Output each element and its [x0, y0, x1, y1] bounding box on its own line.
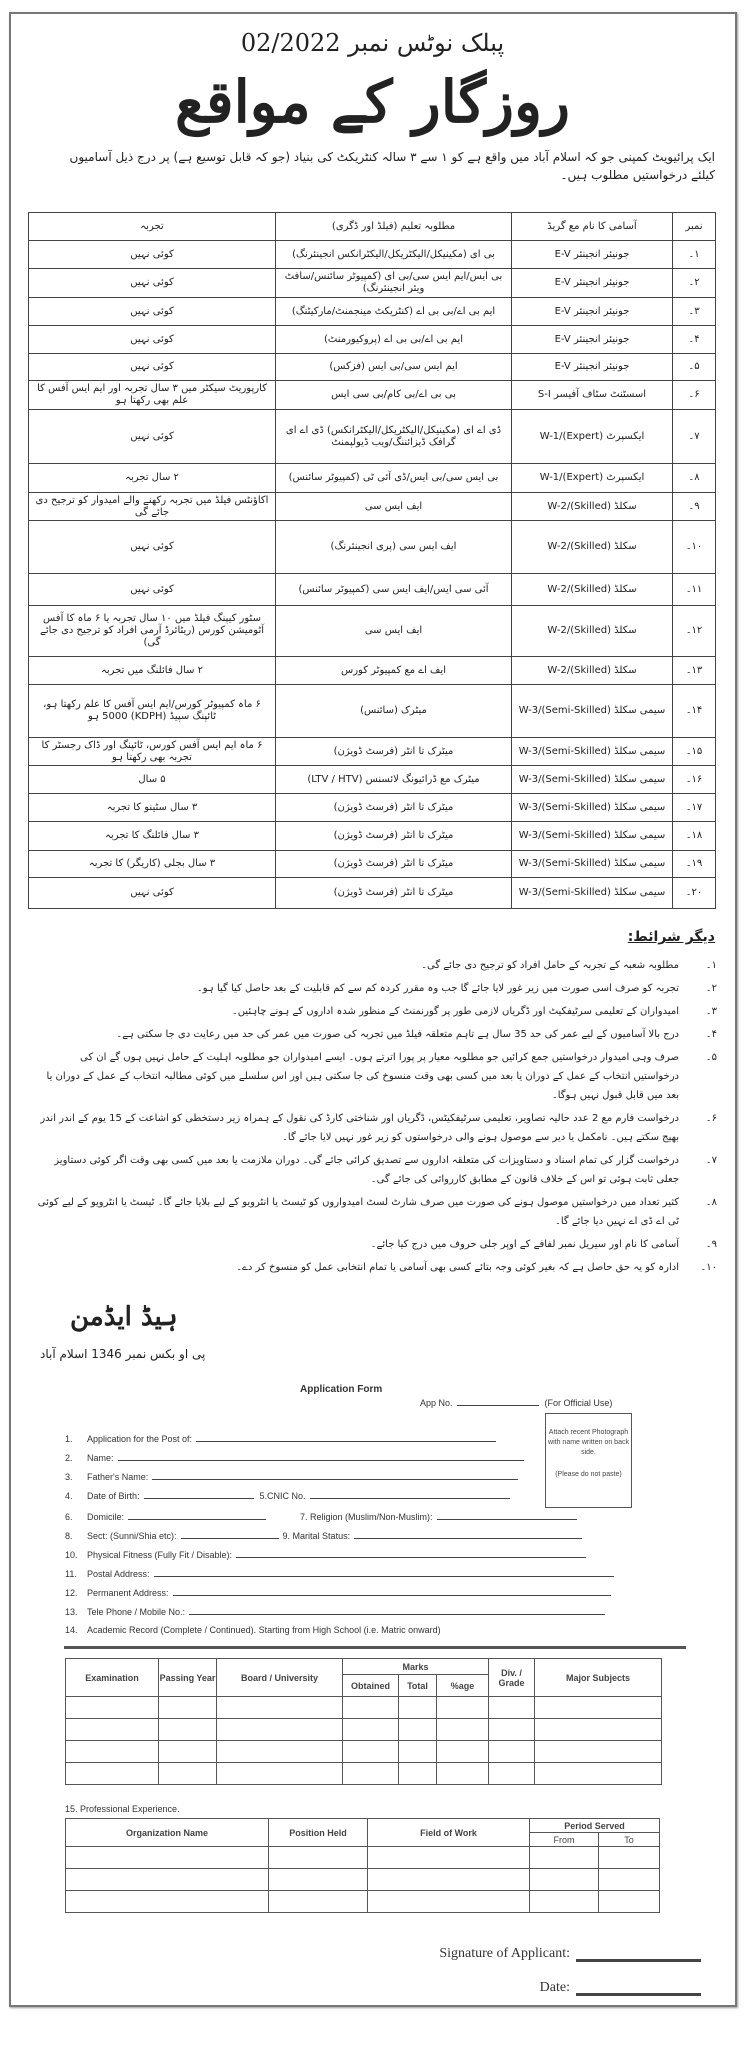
post-name: سیمی سکلڈ W-3/(Semi-Skilled): [512, 878, 673, 909]
required-experience: ۶ ماہ کمپیوٹر کورس/ایم ایس آفس کا علم رکھتا ہو، ٹائپنگ سپیڈ (KDPH) 5000 ہو: [29, 685, 276, 738]
required-education: بی بی اے/بی کام/بی سی ایس: [276, 381, 512, 410]
post-name: سکلڈ W-2/(Skilled): [512, 574, 673, 606]
field-name: 2. Name:: [65, 1453, 524, 1463]
field-sect-marital: 8. Sect: (Sunni/Shia etc): 9. Marital Status:: [65, 1531, 582, 1541]
table-row: [29, 269, 716, 298]
input-cell[interactable]: [343, 1741, 399, 1763]
input-cell[interactable]: [217, 1719, 343, 1741]
required-education: ایم ایس سی/بی ایس (فزکس): [276, 354, 512, 381]
intro-text-line1: ایک پرائیویٹ کمپنی جو کہ اسلام آباد میں واقع ہے کو ۱ سے ۳ سالہ کنٹریکٹ کی بنیاد (جو کہ قابل توسیع ہے) پر درج ذیل آسامیوں: [69, 150, 715, 164]
row-number: ۱۳۔: [673, 657, 716, 685]
input-cell[interactable]: [399, 1741, 437, 1763]
vacancies-table: [28, 212, 716, 909]
required-education: بی ایس/ایم ایس سی/بی ای (کمپیوٹر سائنس/سافٹ ویئر انجینئرنگ): [276, 269, 512, 298]
header-education: مطلوبہ تعلیم (فیلڈ اور ڈگری): [276, 213, 512, 241]
required-experience: ۳ سال بجلی (کاریگر) کا تجربہ: [29, 851, 276, 878]
signature-field[interactable]: [576, 1959, 701, 1962]
conditions-list: [37, 956, 717, 1281]
condition-text: درخواست گزار کی تمام اسناد و دستاویزات کی متعلقہ اداروں سے تصدیق کرائی جائے گی۔ دوران ملازمت یا بعد میں کسی بھی وقت اگر کوئی دستاویز جعلی ثابت ہوئی تو اس کے خلاف قانون کے مطابق کارروائی کی جائے گی۔: [54, 1155, 679, 1185]
cnic-input[interactable]: [310, 1498, 510, 1499]
input-cell[interactable]: [343, 1719, 399, 1741]
required-education: بی ایس سی/بی ایس/ڈی آئی ٹی (کمپیوٹر سائنس): [276, 464, 512, 493]
input-cell[interactable]: [535, 1697, 662, 1719]
condition-item: [37, 979, 717, 998]
religion-input[interactable]: [437, 1519, 577, 1520]
required-experience: اکاؤنٹس فیلڈ میں تجربہ رکھنے والے امیدوار کو ترجیح دی جائے گی: [29, 493, 276, 521]
row-number: ۱۰۔: [673, 521, 716, 574]
post-name: سکلڈ W-2/(Skilled): [512, 493, 673, 521]
input-cell[interactable]: [159, 1741, 217, 1763]
domicile-input[interactable]: [128, 1519, 266, 1520]
header-post: آسامی کا نام مع گریڈ: [512, 213, 673, 241]
input-cell[interactable]: [535, 1741, 662, 1763]
photo-box: [545, 1413, 632, 1508]
condition-text: تجربہ کو صرف اسی صورت میں زیر غور لایا جائے گا جب وہ مقرر کردہ کم سے کم قابلیت کے بعد حاصل کیا گیا ہو۔: [196, 983, 679, 994]
row-number: ۳۔: [673, 298, 716, 326]
table-row: [29, 521, 716, 574]
condition-text: کثیر تعداد میں درخواستیں موصول ہونے کی صورت میں صرف شارٹ لسٹ امیدواروں کو ٹیسٹ یا انٹرویو کے لیے بلایا جائے گا۔ ٹیسٹ یا انٹرویو کے لیے کوئی ٹی اے ڈی اے نہیں دیا جائے گا۔: [37, 1197, 679, 1227]
col-total: Total: [399, 1675, 437, 1697]
condition-text: درج بالا آسامیوں کے لیے عمر کی حد 35 سال ہے تاہم متعلقہ فیلڈ میں تجربہ کی صورت میں عمر کی حد میں رعایت دی جا سکتی ہے۔: [116, 1029, 679, 1040]
input-cell[interactable]: [368, 1891, 530, 1913]
required-experience: کوئی نہیں: [29, 326, 276, 354]
required-experience: کوئی نہیں: [29, 521, 276, 574]
condition-item: [37, 1025, 717, 1044]
table-row: [29, 464, 716, 493]
row-number: ۵۔: [673, 354, 716, 381]
field-father-name: 3. Father's Name:: [65, 1472, 518, 1482]
row-number: ۱۶۔: [673, 766, 716, 794]
header-experience: تجربہ: [29, 213, 276, 241]
field-postal-address: 11. Postal Address:: [65, 1569, 614, 1579]
field-permanent-address: 12. Permanent Address:: [65, 1588, 611, 1598]
permanent-address-input[interactable]: [173, 1595, 611, 1596]
input-cell[interactable]: [437, 1741, 489, 1763]
input-cell[interactable]: [530, 1891, 599, 1913]
empty-row: [66, 1763, 662, 1785]
condition-number: ۳۔: [705, 1006, 717, 1017]
field-dob-cnic: 4. Date of Birth: 5.CNIC No.: [65, 1491, 510, 1501]
condition-text: امیدواران کے تعلیمی سرٹیفکیٹ اور ڈگریاں لازمی طور پر گورنمنٹ کے منظور شدہ اداروں کے ہونے چاہئیں۔: [231, 1006, 679, 1017]
row-number: ۱۔: [673, 241, 716, 269]
condition-number: ۱۔: [705, 960, 717, 971]
condition-text: ادارہ کو یہ حق حاصل ہے کہ بغیر کوئی وجہ بتائے کسی بھی آسامی یا تمام انتخابی عمل کو منسوخ کر دے۔: [236, 1262, 679, 1273]
input-cell[interactable]: [217, 1763, 343, 1785]
required-experience: کوئی نہیں: [29, 241, 276, 269]
signatory-title: ہیڈ ایڈمن: [70, 1302, 178, 1332]
divider: [64, 1646, 686, 1649]
name-input[interactable]: [118, 1460, 524, 1461]
input-cell[interactable]: [399, 1763, 437, 1785]
input-cell[interactable]: [217, 1697, 343, 1719]
experience-table: [65, 1818, 660, 1913]
empty-row: [66, 1869, 660, 1891]
required-education: میٹرک (سائنس): [276, 685, 512, 738]
col-organization: Organization Name: [66, 1819, 269, 1847]
post-name: ایکسپرٹ W-1/(Expert): [512, 410, 673, 464]
input-cell[interactable]: [66, 1763, 159, 1785]
condition-item: [37, 1109, 717, 1147]
required-education: ایم بی اے/بی بی اے (پروکیورمنٹ): [276, 326, 512, 354]
field-physical-fitness: 10. Physical Fitness (Fully Fit / Disable):: [65, 1550, 586, 1560]
table-row: [29, 878, 716, 909]
condition-item: [37, 1048, 717, 1105]
post-name: جونیئر انجینئر E-V: [512, 241, 673, 269]
row-number: ۴۔: [673, 326, 716, 354]
required-experience: ۲ سال تجربہ: [29, 464, 276, 493]
table-header-row: [29, 213, 716, 241]
other-conditions-title: دیگر شرائط:: [627, 929, 715, 945]
phone-input[interactable]: [189, 1614, 605, 1615]
required-education: ایف ایس سی: [276, 493, 512, 521]
official-use-note: (For Official Use): [544, 1398, 613, 1408]
post-name: اسسٹنٹ سٹاف آفیسر S-I: [512, 381, 673, 410]
input-cell[interactable]: [599, 1847, 660, 1869]
required-education: ایف ایس سی (پری انجینئرنگ): [276, 521, 512, 574]
condition-number: ۶۔: [705, 1113, 717, 1124]
table-row: [29, 685, 716, 738]
required-experience: کارپوریٹ سیکٹر میں ۳ سال تجربہ اور ایم ایس آفس کا علم بھی رکھتا ہو: [29, 381, 276, 410]
post-name: سیمی سکلڈ W-3/(Semi-Skilled): [512, 738, 673, 766]
input-cell[interactable]: [599, 1869, 660, 1891]
required-education: میٹرک تا انٹر (فرسٹ ڈویژن): [276, 794, 512, 822]
input-cell[interactable]: [66, 1869, 269, 1891]
required-education: میٹرک تا انٹر (فرسٹ ڈویژن): [276, 738, 512, 766]
application-form-title: Application Form: [300, 1384, 383, 1395]
col-obtained: Obtained: [343, 1675, 399, 1697]
public-notice-number: پبلک نوٹس نمبر 02/2022: [240, 29, 505, 57]
input-cell[interactable]: [159, 1763, 217, 1785]
condition-number: ۷۔: [705, 1155, 717, 1166]
input-cell[interactable]: [599, 1891, 660, 1913]
table-row: [29, 794, 716, 822]
post-input[interactable]: [196, 1441, 496, 1442]
table-row: [29, 738, 716, 766]
col-position: Position Held: [269, 1819, 368, 1847]
condition-item: [37, 1193, 717, 1231]
condition-item: [37, 956, 717, 975]
condition-number: ۸۔: [705, 1197, 717, 1208]
required-education: ایف ایس سی: [276, 606, 512, 657]
required-experience: کوئی نہیں: [29, 574, 276, 606]
required-experience: ۵ سال: [29, 766, 276, 794]
required-experience: سٹور کیپنگ فیلڈ میں ۱۰ سال تجربہ یا ۶ ماہ کا آفس آٹومیشن کورس (ریٹائرڈ آرمی افراد کو ترجیح دی جائے گی): [29, 606, 276, 657]
col-period: Period Served: [530, 1819, 660, 1833]
required-experience: کوئی نہیں: [29, 269, 276, 298]
table-row: [29, 657, 716, 685]
post-name: ایکسپرٹ W-1/(Expert): [512, 464, 673, 493]
table-row: [29, 241, 716, 269]
input-cell[interactable]: [535, 1763, 662, 1785]
field-domicile-religion: 6. Domicile: 7. Religion (Muslim/Non-Muslim):: [65, 1512, 577, 1522]
condition-number: ۹۔: [705, 1239, 717, 1250]
post-name: سکلڈ W-2/(Skilled): [512, 521, 673, 574]
condition-number: ۴۔: [705, 1029, 717, 1040]
empty-row: [66, 1697, 662, 1719]
input-cell[interactable]: [66, 1719, 159, 1741]
post-name: سیمی سکلڈ W-3/(Semi-Skilled): [512, 685, 673, 738]
input-cell[interactable]: [368, 1869, 530, 1891]
input-cell[interactable]: [217, 1741, 343, 1763]
post-name: سیمی سکلڈ W-3/(Semi-Skilled): [512, 822, 673, 851]
table-row: [29, 851, 716, 878]
table-row: [29, 606, 716, 657]
dob-input[interactable]: [144, 1498, 254, 1499]
input-cell[interactable]: [530, 1847, 599, 1869]
signature-label: Signature of Applicant:: [439, 1946, 570, 1961]
table-row: [29, 822, 716, 851]
col-examination: Examination: [66, 1659, 159, 1697]
input-cell[interactable]: [437, 1719, 489, 1741]
empty-row: [66, 1891, 660, 1913]
required-education: میٹرک تا انٹر (فرسٹ ڈویژن): [276, 851, 512, 878]
input-cell[interactable]: [269, 1847, 368, 1869]
app-no-label: App No.: [420, 1398, 453, 1408]
app-no-field[interactable]: [457, 1405, 539, 1406]
intro-text-line2: کیلئے درخواستیں مطلوب ہیں۔: [560, 168, 715, 182]
required-experience: کوئی نہیں: [29, 354, 276, 381]
required-experience: ۳ سال سٹینو کا تجربہ: [29, 794, 276, 822]
input-cell[interactable]: [66, 1741, 159, 1763]
post-name: سکلڈ W-2/(Skilled): [512, 657, 673, 685]
col-from: From: [530, 1833, 599, 1847]
date-label: Date:: [539, 1980, 570, 1995]
page-title: روزگار کے مواقع: [174, 68, 571, 136]
field-phone: 13. Tele Phone / Mobile No.:: [65, 1607, 605, 1617]
col-board: Board / University: [217, 1659, 343, 1697]
academic-record-table: [65, 1658, 662, 1785]
row-number: ۱۴۔: [673, 685, 716, 738]
input-cell[interactable]: [66, 1891, 269, 1913]
row-number: ۱۱۔: [673, 574, 716, 606]
condition-text: درخواست فارم مع 2 عدد حالیہ تصاویر، تعلیمی سرٹیفکیٹس، ڈگریاں اور شناختی کارڈ کی نقول کے ہمراہ زیر دستخطی کو اشاعت کے 15 یوم کے اندر اندر بھیج سکتے ہیں۔ نامکمل یا دیر سے موصول ہونے والی درخواستوں کو زیر غور نہیں لایا جائے گا۔: [40, 1113, 679, 1143]
row-number: ۱۷۔: [673, 794, 716, 822]
post-name: جونیئر انجینئر E-V: [512, 326, 673, 354]
input-cell[interactable]: [343, 1763, 399, 1785]
marital-status-input[interactable]: [354, 1538, 582, 1539]
required-education: ایف اے مع کمپیوٹر کورس: [276, 657, 512, 685]
input-cell[interactable]: [269, 1869, 368, 1891]
field-academic-record: 14. Academic Record (Complete / Continued). Starting from High School (i.e. Matric onward): [65, 1625, 441, 1635]
postal-address-input[interactable]: [154, 1576, 614, 1577]
required-education: آئی سی ایس/ایف ایس سی (کمپیوٹر سائنس): [276, 574, 512, 606]
post-name: سیمی سکلڈ W-3/(Semi-Skilled): [512, 851, 673, 878]
required-experience: ۶ ماہ ایم ایس آفس کورس، ٹائپنگ اور ڈاک رجسٹر کا تجربہ بھی رکھتا ہو: [29, 738, 276, 766]
table-row: [29, 574, 716, 606]
input-cell[interactable]: [535, 1719, 662, 1741]
table-row: [29, 354, 716, 381]
condition-number: ۲۔: [705, 983, 717, 994]
photo-instructions: Attach recent Photograph with name written on back side.: [548, 1429, 629, 1456]
professional-experience-label: 15. Professional Experience.: [65, 1804, 180, 1814]
required-experience: ۳ سال فائلنگ کا تجربہ: [29, 822, 276, 851]
app-no-row: [420, 1398, 612, 1408]
required-education: میٹرک مع ڈرائیونگ لائسنس (LTV / HTV): [276, 766, 512, 794]
col-passing-year: Passing Year: [159, 1659, 217, 1697]
header-number: نمبر: [673, 213, 716, 241]
input-cell[interactable]: [437, 1763, 489, 1785]
empty-row: [66, 1719, 662, 1741]
input-cell[interactable]: [368, 1847, 530, 1869]
physical-fitness-input[interactable]: [236, 1557, 586, 1558]
col-field: Field of Work: [368, 1819, 530, 1847]
row-number: ۲۰۔: [673, 878, 716, 909]
condition-item: [37, 1151, 717, 1189]
input-cell[interactable]: [343, 1697, 399, 1719]
row-number: ۹۔: [673, 493, 716, 521]
required-experience: کوئی نہیں: [29, 410, 276, 464]
table-row: [29, 381, 716, 410]
input-cell[interactable]: [489, 1697, 535, 1719]
condition-number: ۵۔: [705, 1052, 717, 1063]
required-education: ڈی اے ای (مکینیکل/الیکٹریکل/الیکٹرانکس) ڈی اے ای گرافک ڈیزائننگ/ویب ڈیولپمنٹ: [276, 410, 512, 464]
intro-text: [25, 148, 715, 184]
date-field[interactable]: [576, 1993, 701, 1996]
required-education: ایم بی اے/بی بی اے (کنٹریکٹ مینجمنٹ/مارکیٹنگ): [276, 298, 512, 326]
post-name: سیمی سکلڈ W-3/(Semi-Skilled): [512, 794, 673, 822]
row-number: ۸۔: [673, 464, 716, 493]
post-name: جونیئر انجینئر E-V: [512, 269, 673, 298]
input-cell[interactable]: [269, 1891, 368, 1913]
table-row: [29, 410, 716, 464]
input-cell[interactable]: [437, 1697, 489, 1719]
row-number: ۱۵۔: [673, 738, 716, 766]
table-row: [29, 766, 716, 794]
condition-item: [37, 1235, 717, 1254]
condition-text: مطلوبہ شعبہ کے تجربہ کے حامل افراد کو ترجیح دی جائے گی۔: [421, 960, 679, 971]
table-row: [29, 326, 716, 354]
required-experience: ۲ سال فائلنگ میں تجربہ: [29, 657, 276, 685]
input-cell[interactable]: [489, 1741, 535, 1763]
sect-input[interactable]: [181, 1538, 279, 1539]
input-cell[interactable]: [399, 1697, 437, 1719]
row-number: ۷۔: [673, 410, 716, 464]
post-name: سیمی سکلڈ W-3/(Semi-Skilled): [512, 766, 673, 794]
row-number: ۱۲۔: [673, 606, 716, 657]
post-name: جونیئر انجینئر E-V: [512, 298, 673, 326]
condition-item: [37, 1258, 717, 1277]
condition-number: ۱۰۔: [700, 1262, 717, 1273]
row-number: ۲۔: [673, 269, 716, 298]
father-name-input[interactable]: [152, 1479, 518, 1480]
input-cell[interactable]: [489, 1763, 535, 1785]
row-number: ۶۔: [673, 381, 716, 410]
photo-note: (Please do not paste): [555, 1471, 622, 1478]
input-cell[interactable]: [159, 1719, 217, 1741]
condition-text: صرف وہی امیدوار درخواستیں جمع کرائیں جو مطلوبہ معیار پر پورا اترتے ہوں۔ ایسے امیدواران جو مطلوبہ اہلیت کے حامل نہیں ہوں گے ان کی درخواستیں انتخاب کے عمل کے دوران یا بعد میں کسی بھی وقت منسوخ کی جا سکتی ہیں اور اس سلسلے میں کوئی مطالبہ انتخاب کے عمل کے دوران یا بعد میں قابل قبول نہیں ہوگا۔: [46, 1052, 679, 1101]
col-percent: %age: [437, 1675, 489, 1697]
required-education: بی ای (مکینیکل/الیکٹریکل/الیکٹرانکس انجینئرنگ): [276, 241, 512, 269]
row-number: ۱۸۔: [673, 822, 716, 851]
input-cell[interactable]: [66, 1697, 159, 1719]
empty-row: [66, 1847, 660, 1869]
post-name: سکلڈ W-2/(Skilled): [512, 606, 673, 657]
col-to: To: [599, 1833, 660, 1847]
required-education: میٹرک تا انٹر (فرسٹ ڈویژن): [276, 822, 512, 851]
required-education: میٹرک تا انٹر (فرسٹ ڈویژن): [276, 878, 512, 909]
input-cell[interactable]: [530, 1869, 599, 1891]
col-division: Div. / Grade: [489, 1659, 535, 1697]
row-number: ۱۹۔: [673, 851, 716, 878]
input-cell[interactable]: [489, 1719, 535, 1741]
field-post: 1. Application for the Post of:: [65, 1434, 496, 1444]
col-marks: Marks: [343, 1659, 489, 1675]
input-cell[interactable]: [159, 1697, 217, 1719]
empty-row: [66, 1741, 662, 1763]
signatory-address: پی او بکس نمبر 1346 اسلام آباد: [40, 1347, 206, 1361]
input-cell[interactable]: [399, 1719, 437, 1741]
post-name: جونیئر انجینئر E-V: [512, 354, 673, 381]
table-row: [29, 298, 716, 326]
input-cell[interactable]: [66, 1847, 269, 1869]
table-row: [29, 493, 716, 521]
condition-item: [37, 1002, 717, 1021]
required-experience: کوئی نہیں: [29, 878, 276, 909]
condition-text: آسامی کا نام اور سیریل نمبر لفافے کے اوپر جلی حروف میں درج کیا جائے۔: [370, 1239, 679, 1250]
col-subjects: Major Subjects: [535, 1659, 662, 1697]
required-experience: کوئی نہیں: [29, 298, 276, 326]
